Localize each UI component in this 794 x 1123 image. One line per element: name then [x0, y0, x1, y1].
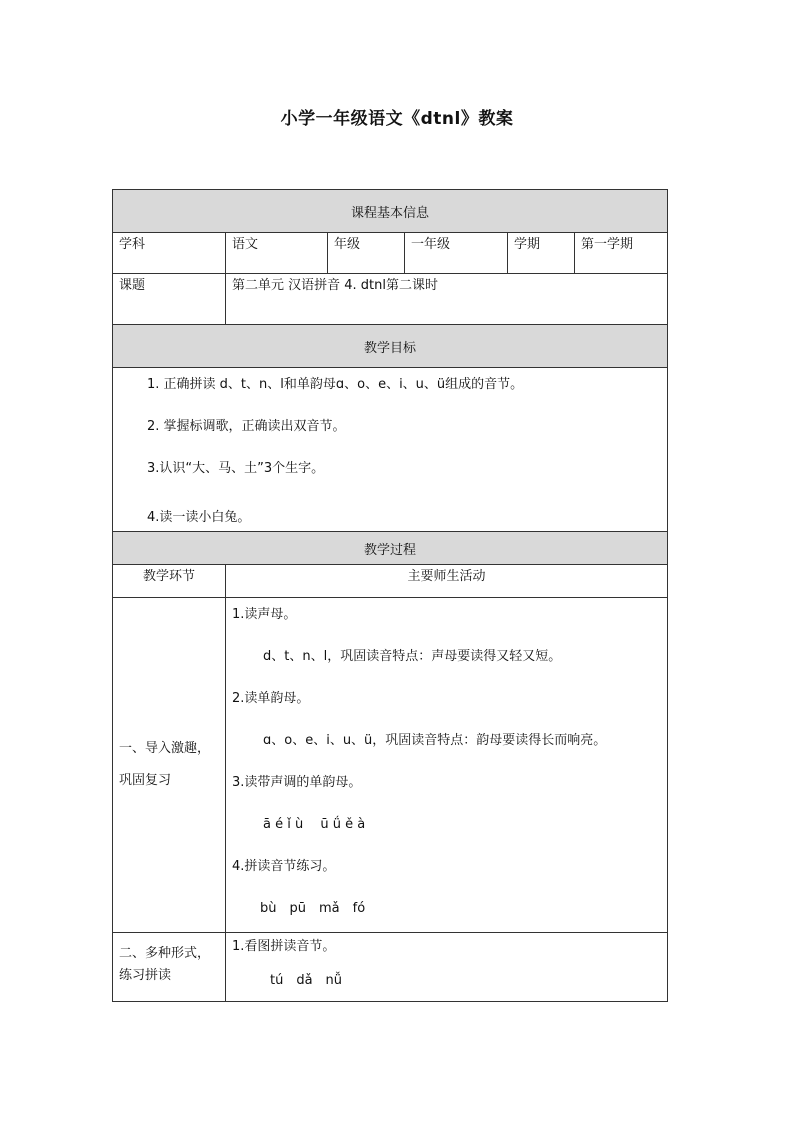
goal-item: 4.读一读小白兔。 — [147, 510, 251, 525]
activity-line: 3.读带声调的单韵母。 — [232, 775, 362, 790]
goal-item: 1. 正确拼读 d、t、n、l和单韵母ɑ、o、e、i、u、ü组成的音节。 — [147, 377, 524, 392]
grade-label: 年级 — [328, 233, 405, 274]
activity-line: ɑ、o、e、i、u、ü，巩固读音特点：韵母要读得长而响亮。 — [263, 733, 607, 748]
stage-1-name — [113, 598, 226, 933]
goals-header: 教学目标 — [113, 325, 668, 368]
activity-line: bù pū mǎ fó — [260, 901, 366, 916]
goal-item: 3.认识“大、马、土”3个生字。 — [147, 461, 325, 476]
topic-label: 课题 — [113, 274, 226, 325]
activity-column-header: 主要师生活动 — [226, 565, 668, 598]
activity-line: d、t、n、l，巩固读音特点：声母要读得又轻又短。 — [263, 649, 562, 664]
term-value: 第一学期 — [575, 233, 668, 274]
activity-line: 4.拼读音节练习。 — [232, 859, 336, 874]
topic-value: 第二单元 汉语拼音 4. dtnl第二课时 — [226, 274, 668, 325]
stage-2-name — [113, 933, 226, 1002]
stage-2-activities — [226, 933, 668, 1002]
process-header: 教学过程 — [113, 532, 668, 565]
subject-value: 语文 — [226, 233, 328, 274]
subject-label: 学科 — [113, 233, 226, 274]
goals-list — [113, 368, 668, 532]
activity-line: tú dǎ nǚ — [270, 973, 343, 988]
stage-1-name-line: 一、导入激趣， — [119, 741, 211, 756]
stage-1-activities — [226, 598, 668, 933]
activity-line: 1.看图拼读音节。 — [232, 939, 336, 954]
grade-value: 一年级 — [405, 233, 508, 274]
stage-1-name-line: 巩固复习 — [119, 773, 172, 788]
stage-column-header: 教学环节 — [113, 565, 226, 598]
basic-info-header: 课程基本信息 — [113, 190, 668, 233]
term-label: 学期 — [508, 233, 575, 274]
goal-item: 2. 掌握标调歌，正确读出双音节。 — [147, 419, 346, 434]
activity-line: ā é ǐ ù ū ǘ ě à — [263, 817, 366, 832]
stage-2-name-line: 二、多种形式， — [119, 946, 211, 961]
lesson-plan-table — [112, 189, 668, 1002]
activity-line: 1.读声母。 — [232, 607, 297, 622]
stage-2-name-line: 练习拼读 — [119, 968, 172, 983]
page-title: 小学一年级语文《dtnl》教案 — [280, 109, 514, 129]
activity-line: 2.读单韵母。 — [232, 691, 310, 706]
